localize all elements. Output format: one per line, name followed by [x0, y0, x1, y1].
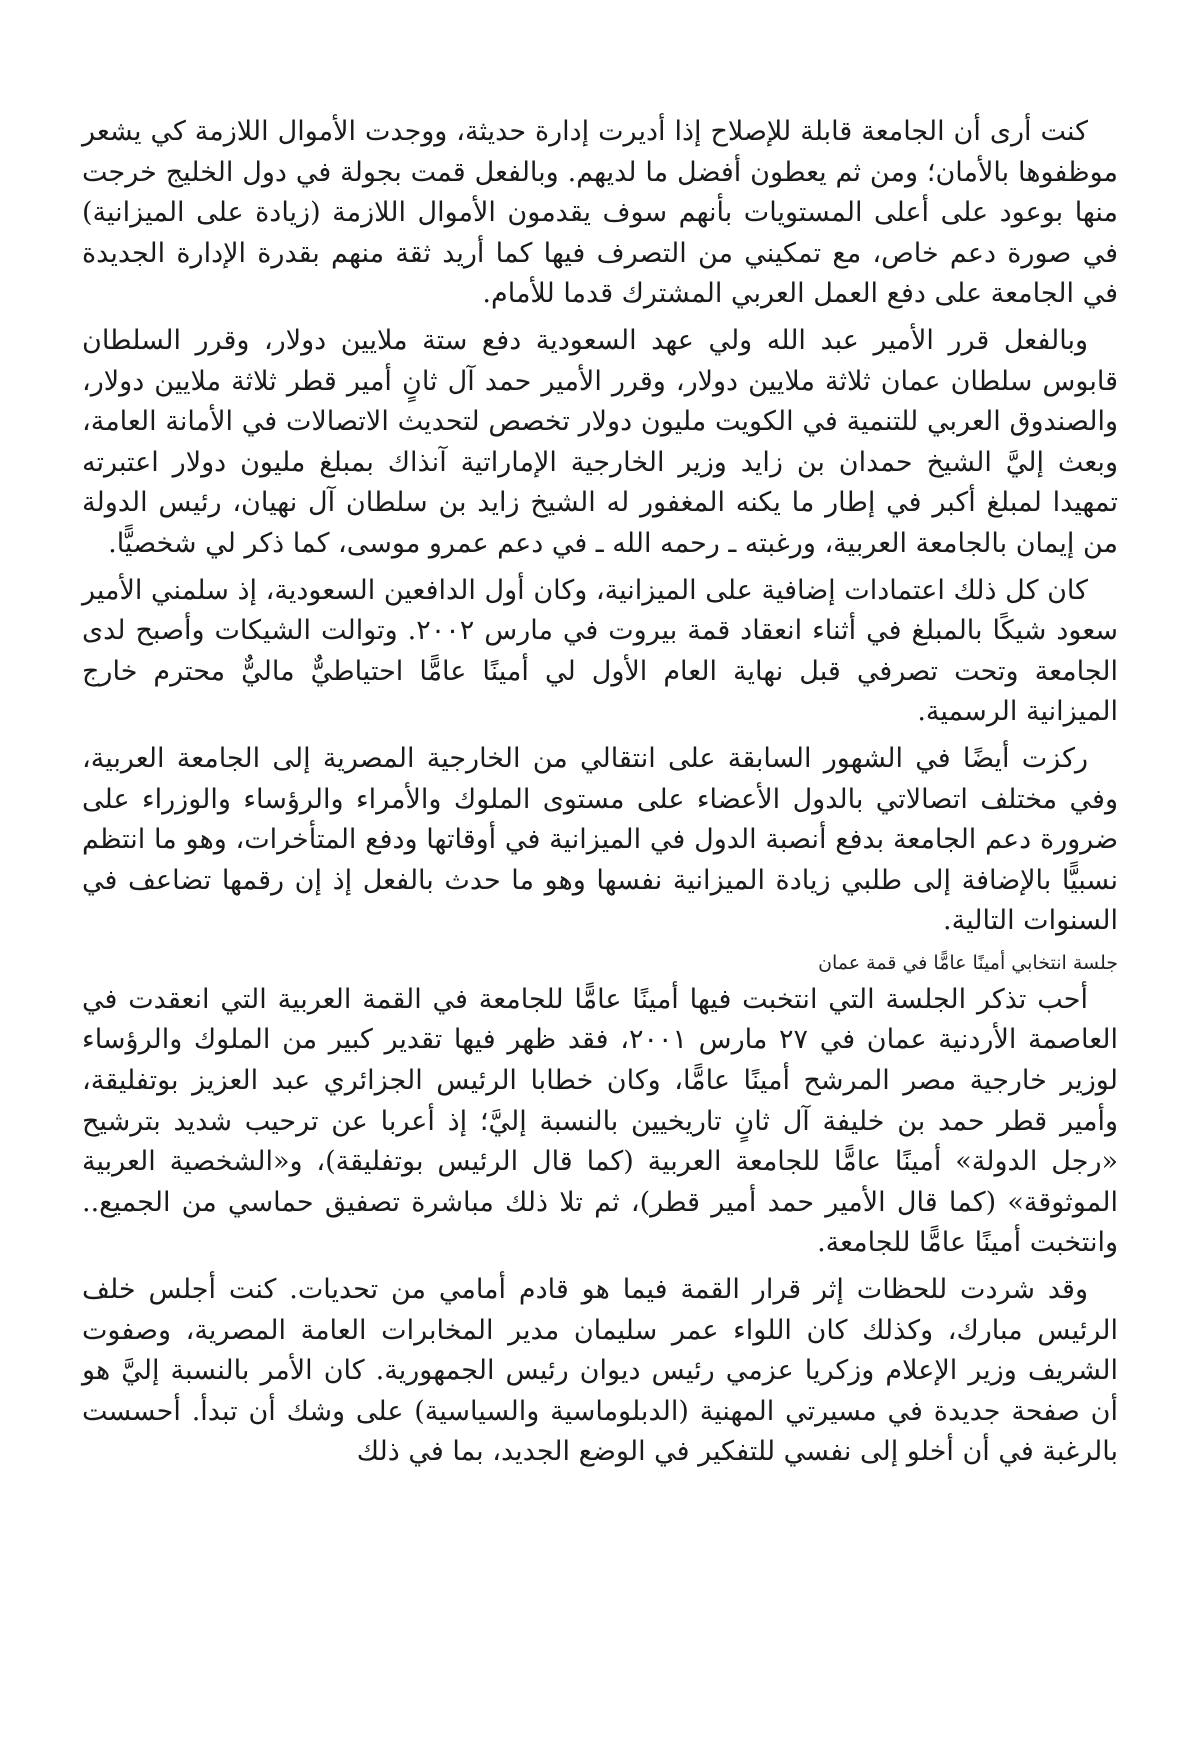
page-bottom-margin [0, 1612, 1200, 1754]
paragraph-election-session: أحب تذكر الجلسة التي انتخبت فيها أمينًا عامًّا للجامعة في القمة العربية التي انعقدت في العاصمة الأردنية عمان في ٢٧ مارس ٢٠٠١، فقد ظهر فيها تقدير كبير من الملوك والرؤساء لوزير خارجية مصر المرشح أمينًا عامًّا، وكان خطابا الرئيس الجزائري عبد العزيز بوتفليقة، وأمير قطر حمد بن خليفة آل ثانٍ تاريخيين بالنسبة إليَّ؛ إذ أعربا عن ترحيب شديد بترشيح «رجل الدولة» أمينًا عامًّا للجامعة العربية (كما قال الرئيس بوتفليقة)، و«الشخصية العربية الموثوقة» (كما قال الأمير حمد أمير قطر)، ثم تلا ذلك مباشرة تصفيق حماسي من الجميع.. وانتخبت أمينًا عامًّا للجامعة. [82, 983, 1119, 1259]
text-column [82, 112, 1118, 1479]
paragraph-donations: وبالفعل قرر الأمير عبد الله ولي عهد السعودية دفع ستة ملايين دولار، وقرر السلطان قابوس سلطان عمان ثلاثة ملايين دولار، وقرر الأمير حمد آل ثانٍ أمير قطر ثلاثة ملايين دولار، والصندوق العربي للتنمية في الكويت مليون دولار تخصص لتحديث الاتصالات في الأمانة العامة، وبعث إليَّ الشيخ حمدان بن زايد وزير الخارجية الإماراتية آنذاك بمبلغ مليون دولار اعتبرته تمهيدا لمبلغ أكبر في إطار ما يكنه المغفور له الشيخ زايد بن سلطان آل نهيان، رئيس الدولة من إيمان بالجامعة العربية، ورغبته ـ رحمه الله ـ في دعم عمرو موسى، كما ذكر لي شخصيًّا. [82, 324, 1118, 559]
paragraph-reform-funding: كنت أرى أن الجامعة قابلة للإصلاح إذا أديرت إدارة حديثة، ووجدت الأموال اللازمة كي يشعر موظفوها بالأمان؛ ومن ثم يعطون أفضل ما لديهم. وبالفعل قمت بجولة في دول الخليج خرجت منها بوعود على أعلى المستويات بأنهم سوف يقدمون الأموال اللازمة (زيادة على الميزانية) في صورة دعم خاص، مع تمكيني من التصرف فيها كما أريد ثقة منهم بقدرة الإدارة الجديدة في الجامعة على دفع العمل العربي المشترك قدما للأمام. [82, 116, 1118, 310]
paragraph-budget-contributions: ركزت أيضًا في الشهور السابقة على انتقالي من الخارجية المصرية إلى الجامعة العربية، وفي مختلف اتصالاتي بالدول الأعضاء على مستوى الملوك والأمراء والرؤساء والوزراء على ضرورة دعم الجامعة بدفع أنصبة الدول في الميزانية في أوقاتها ودفع المتأخرات، وهو ما انتظم نسبيًّا بالإضافة إلى طلبي زيادة الميزانية نفسها وهو ما حدث بالفعل إذ إن رقمها تضاعف في السنوات التالية. [82, 742, 1118, 937]
section-heading: جلسة انتخابي أمينًا عامًّا في قمة عمان [818, 951, 1118, 974]
paragraph-reflection: وقد شردت للحظات إثر قرار القمة فيما هو قادم أمامي من تحديات. كنت أجلس خلف الرئيس مبارك، وكذلك كان اللواء عمر سليمان مدير المخابرات العامة المصرية، وصفوت الشريف وزير الإعلام وزكريا عزمي رئيس ديوان رئيس الجمهورية. كان الأمر بالنسبة إليَّ هو أن صفحة جديدة في مسيرتي المهنية (الدبلوماسية والسياسية) على وشك أن تبدأ. أحسست بالرغبة في أن أخلو إلى نفسي للتفكير في الوضع الجديد، بما في ذلك [82, 1274, 1118, 1468]
paragraph-additional-appropriations: كان كل ذلك اعتمادات إضافية على الميزانية، وكان أول الدافعين السعودية، إذ سلمني الأمير سعود شيكًا بالمبلغ في أثناء انعقاد قمة بيروت في مارس ٢٠٠٢. وتوالت الشيكات وأصبح لدى الجامعة وتحت تصرفي قبل نهاية العام الأول لي أمينًا عامًّا احتياطيٌّ ماليٌّ محترم خارج الميزانية الرسمية. [82, 574, 1118, 728]
